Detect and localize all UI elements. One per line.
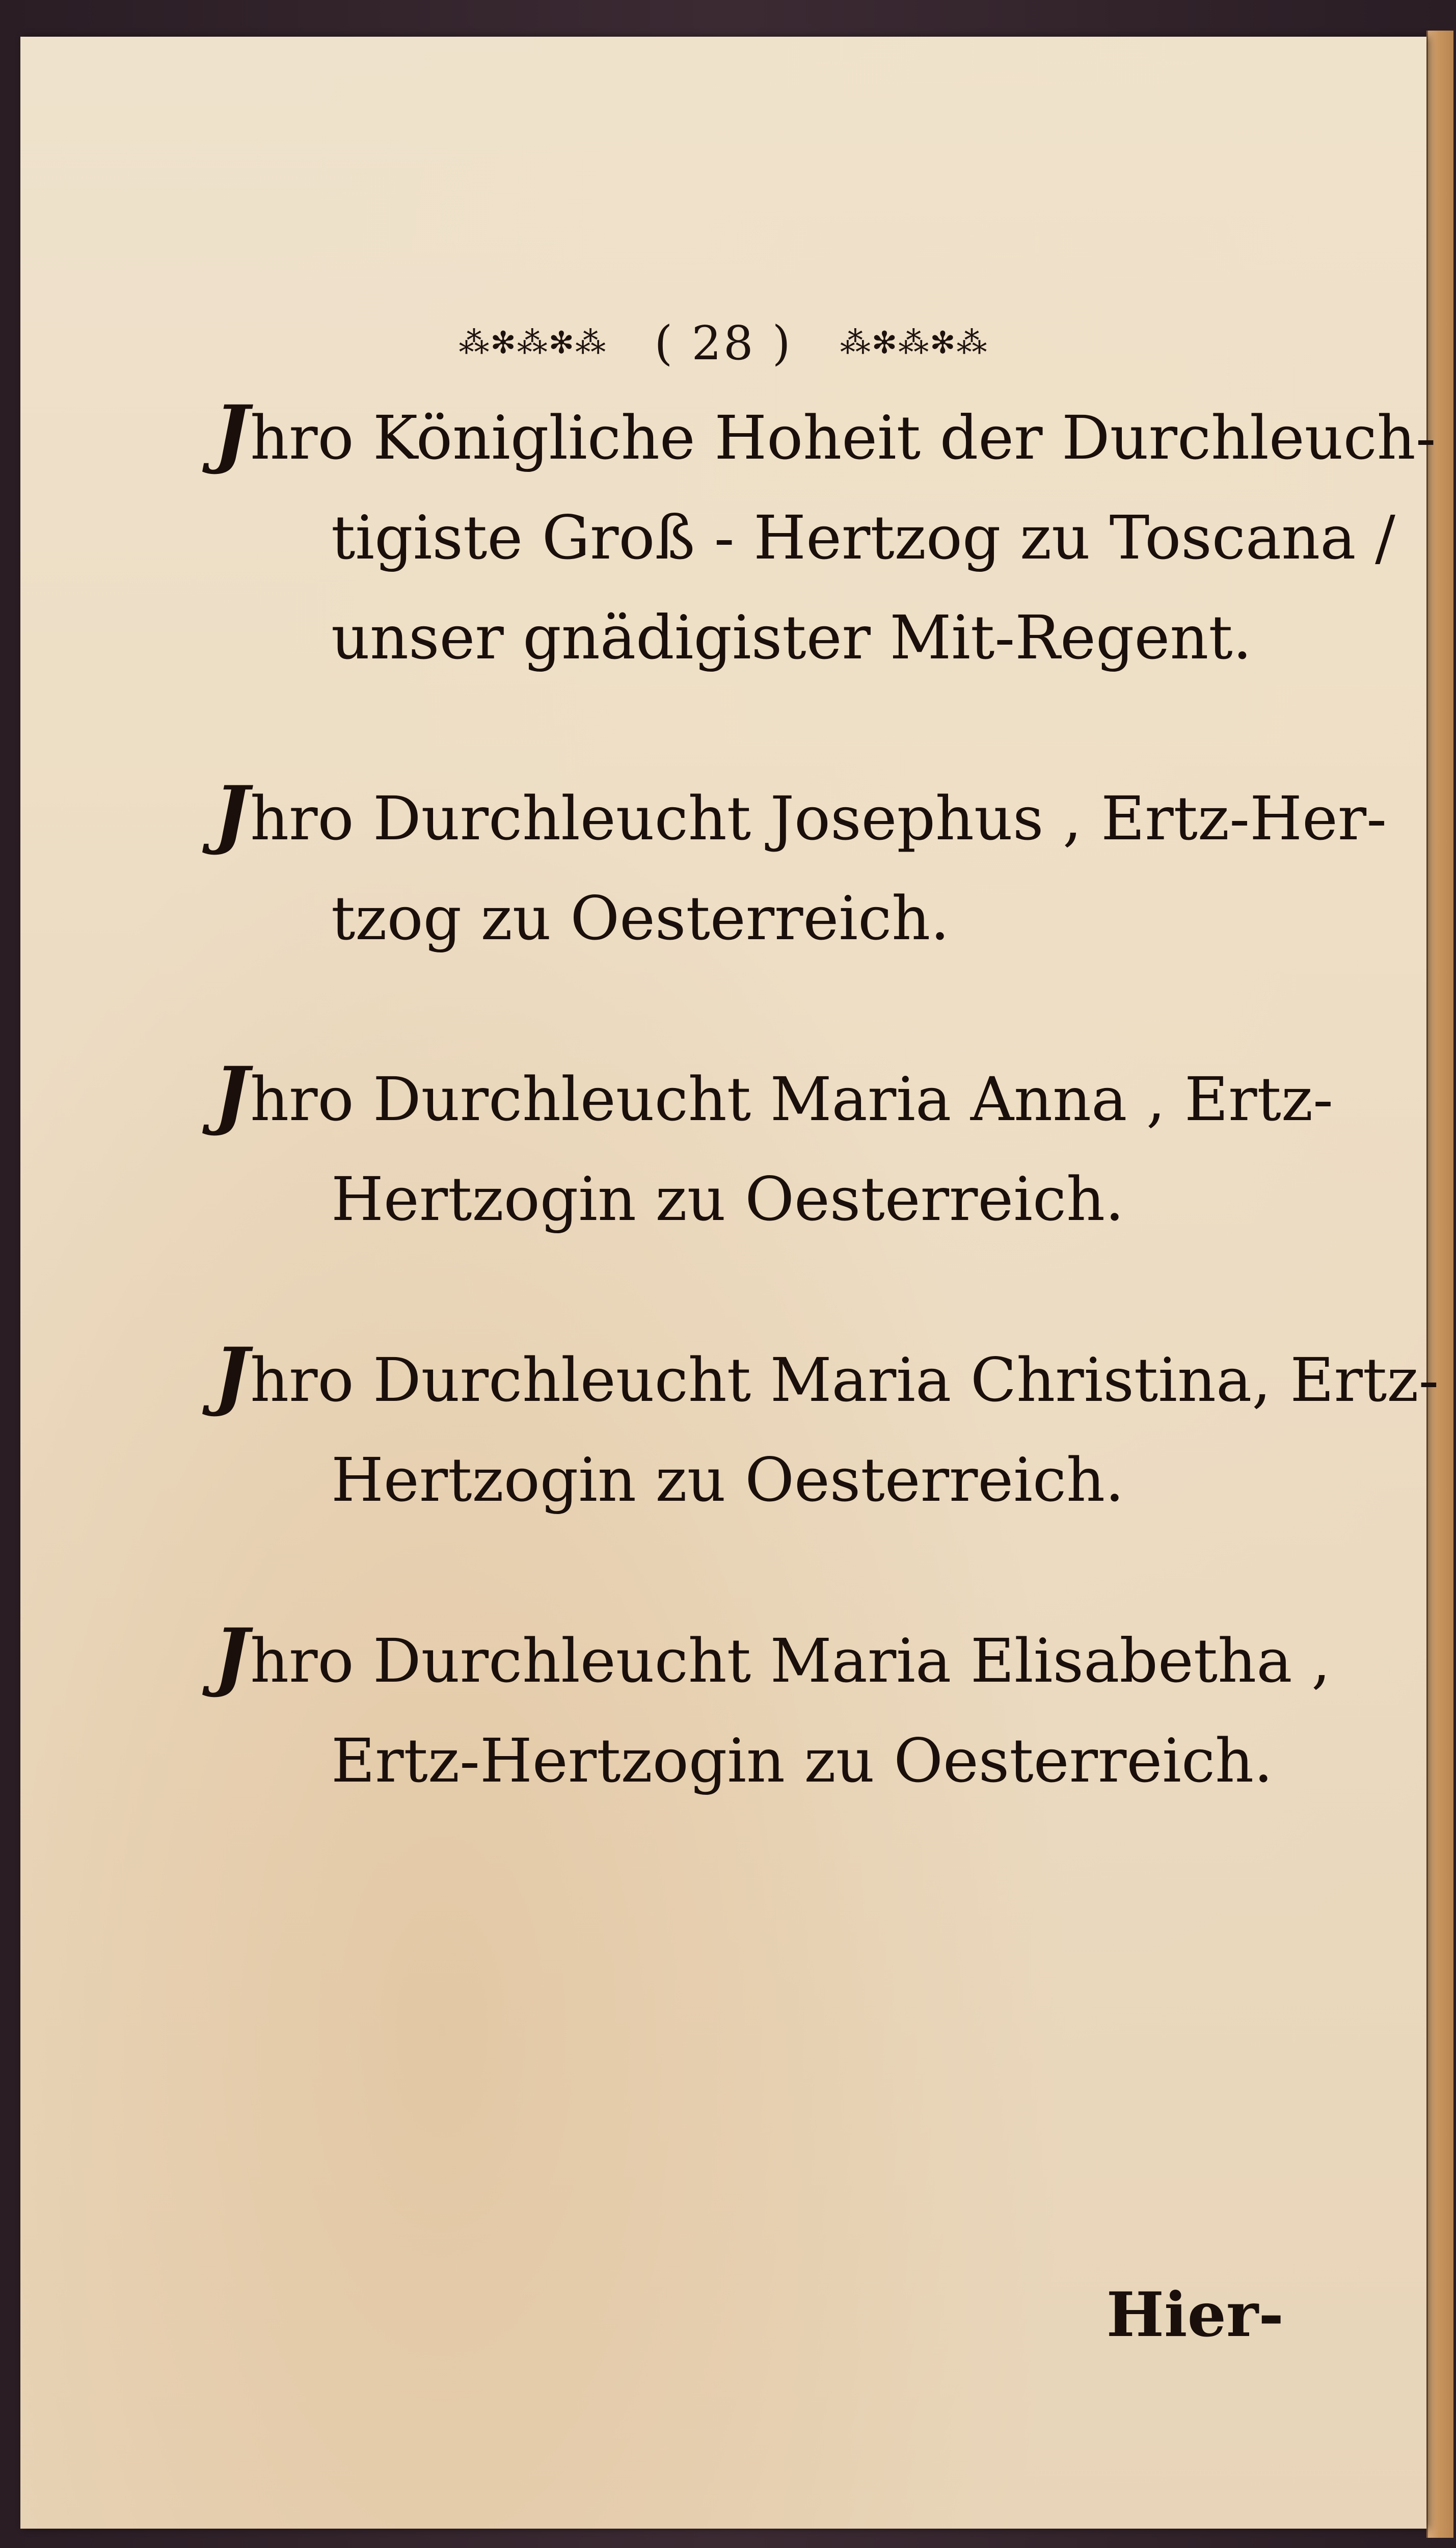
entry-line: Hertzogin zu Oesterreich.: [331, 1164, 1124, 1234]
line-rest: hro Durchleucht Maria Christina, Ertz-: [250, 1345, 1439, 1415]
title-list: [214, 383, 1439, 1887]
line-rest: hro Durchleucht Maria Elisabetha ,: [250, 1626, 1331, 1696]
line-rest: hro Königliche Hoheit der Durchleuch-: [250, 403, 1436, 473]
entry-line: Hertzogin zu Oesterreich.: [331, 1445, 1124, 1515]
line-rest: hro Durchleucht Josephus , Ertz-Her-: [250, 783, 1387, 854]
catchword: Hier-: [1106, 2279, 1284, 2351]
entry-line: [214, 764, 1387, 868]
initial-capital: J: [214, 1332, 251, 1419]
ornament-right: ⁂✻⁂✻⁂: [840, 325, 988, 361]
entry-line: [214, 1045, 1355, 1149]
initial-capital: J: [214, 1612, 251, 1700]
initial-capital: J: [214, 389, 251, 476]
ornament-left: ⁂✻⁂✻⁂: [459, 325, 607, 361]
list-item: [214, 764, 1387, 968]
entry-line: [214, 383, 1436, 488]
entry-line: Ertz-Hertzogin zu Oesterreich.: [331, 1726, 1273, 1796]
list-item: [214, 1325, 1439, 1530]
line-rest: hro Durchleucht Maria Anna , Ertz-: [250, 1064, 1333, 1134]
page-number: ( 28 ): [654, 315, 793, 370]
initial-capital: J: [214, 770, 251, 857]
initial-capital: J: [214, 1051, 251, 1138]
book-page: [20, 37, 1439, 2529]
entry-line: [214, 1325, 1439, 1430]
entry-line: tzog zu Oesterreich.: [331, 883, 950, 953]
list-item: [214, 1606, 1355, 1811]
page-header: [20, 312, 1426, 370]
list-item: [214, 383, 1436, 687]
entry-line: [214, 1606, 1355, 1711]
entry-line: tigiste Groß - Hertzog zu Toscana /: [331, 502, 1395, 573]
entry-line: unser gnädigister Mit-Regent.: [331, 602, 1252, 673]
list-item: [214, 1045, 1355, 1249]
